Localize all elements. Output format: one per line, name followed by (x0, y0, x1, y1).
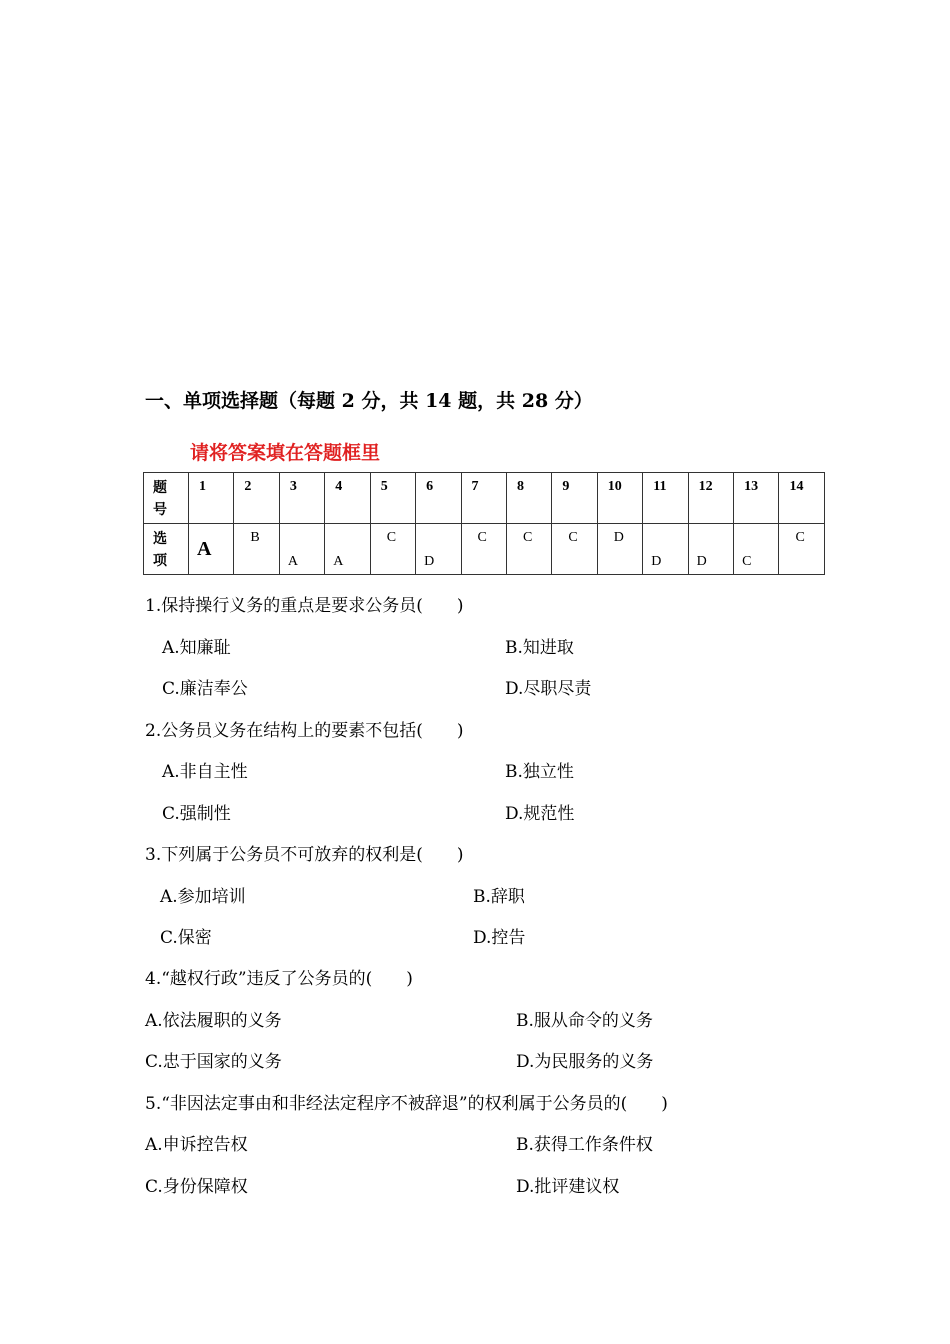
question-option: A.依法履职的义务 (145, 1011, 282, 1031)
question-option: D.尽职尽责 (505, 679, 592, 699)
question-number-cell (643, 473, 688, 524)
answer-cell (734, 524, 779, 575)
question-number: 13 (744, 479, 759, 494)
question-option: B.独立性 (505, 762, 574, 782)
question-number: 10 (607, 479, 622, 494)
answer-value: A (197, 538, 212, 560)
answer-table (143, 472, 825, 575)
question-option: A.参加培训 (160, 887, 246, 907)
question-number-cell (279, 473, 324, 524)
question-option: C.忠于国家的义务 (145, 1052, 282, 1072)
question-option: D.控告 (473, 928, 526, 948)
question-number-cell (234, 473, 279, 524)
question-number: 7 (471, 479, 479, 494)
question-option: A.知廉耻 (162, 638, 231, 658)
question-option: B.辞职 (473, 887, 525, 907)
answer-value: D (613, 530, 624, 545)
answer-value: D (424, 554, 435, 569)
answer-value: C (522, 530, 533, 545)
question-number: 1 (199, 479, 206, 494)
question-stem: 4.“越权行政”违反了公务员的( ) (145, 969, 413, 989)
answer-cell (506, 524, 551, 575)
question-option: D.规范性 (505, 804, 575, 824)
answer-value: B (250, 530, 260, 545)
answer-value: A (333, 554, 344, 569)
question-number-cell (688, 473, 733, 524)
answer-cell (189, 524, 234, 575)
question-stem: 3.下列属于公务员不可放弃的权利是( ) (145, 845, 464, 865)
question-option: C.身份保障权 (145, 1177, 248, 1197)
answer-cell (416, 524, 461, 575)
answer-value: D (651, 554, 662, 569)
question-number-cell (189, 473, 234, 524)
question-number-cell (506, 473, 551, 524)
answer-cell (597, 524, 642, 575)
answer-instruction: 请将答案填在答题框里 (190, 442, 381, 464)
question-number: 14 (789, 479, 804, 494)
question-number-cell (325, 473, 370, 524)
question-number-cell (734, 473, 779, 524)
answer-value: A (287, 554, 298, 569)
answer-cell (461, 524, 506, 575)
question-number-cell (416, 473, 461, 524)
question-option: B.知进取 (505, 638, 574, 658)
question-option: C.强制性 (162, 804, 231, 824)
answer-value: C (795, 530, 805, 545)
section-title: 一、单项选择题（每题 2 分，共 14 题，共 28 分） (145, 390, 593, 412)
row-header-answer-label: 选项 (153, 531, 167, 569)
question-option: D.批评建议权 (516, 1177, 620, 1197)
question-option: C.保密 (160, 928, 212, 948)
table-row-numbers (144, 473, 825, 524)
question-number: 4 (335, 479, 343, 494)
question-number: 3 (289, 479, 297, 494)
question-number: 11 (653, 479, 667, 494)
question-stem: 2.公务员义务在结构上的要素不包括( ) (145, 721, 464, 741)
question-option: B.服从命令的义务 (516, 1011, 653, 1031)
answer-value: C (386, 530, 397, 545)
answer-value: C (568, 530, 578, 545)
question-number-cell (779, 473, 825, 524)
question-stem: 5.“非因法定事由和非经法定程序不被辞退”的权利属于公务员的( ) (145, 1094, 668, 1114)
row-header-number (144, 473, 189, 524)
answer-cell (779, 524, 825, 575)
question-option: A.非自主性 (162, 762, 248, 782)
question-number-cell (461, 473, 506, 524)
question-number: 9 (562, 479, 570, 494)
answer-cell (325, 524, 370, 575)
answer-cell (688, 524, 733, 575)
answer-value: D (696, 554, 707, 569)
question-number: 5 (380, 479, 388, 494)
row-header-number-label: 题号 (153, 480, 167, 518)
question-option: A.申诉控告权 (145, 1135, 248, 1155)
question-number-cell (597, 473, 642, 524)
question-option: D.为民服务的义务 (516, 1052, 654, 1072)
question-number: 8 (516, 479, 524, 494)
question-option: B.获得工作条件权 (516, 1135, 653, 1155)
question-number: 2 (244, 479, 252, 494)
table-row-answers (144, 524, 825, 575)
answer-cell (234, 524, 279, 575)
answer-cell (370, 524, 415, 575)
answer-cell (643, 524, 688, 575)
question-number-cell (370, 473, 415, 524)
answer-cell (552, 524, 597, 575)
question-stem: 1.保持操行义务的重点是要求公务员( ) (145, 596, 464, 616)
question-number-cell (552, 473, 597, 524)
question-option: C.廉洁奉公 (162, 679, 248, 699)
answer-value: C (742, 554, 752, 569)
answer-value: C (477, 530, 487, 545)
question-number: 6 (426, 479, 434, 494)
row-header-answer (144, 524, 189, 575)
question-number: 12 (698, 479, 713, 494)
answer-cell (279, 524, 324, 575)
